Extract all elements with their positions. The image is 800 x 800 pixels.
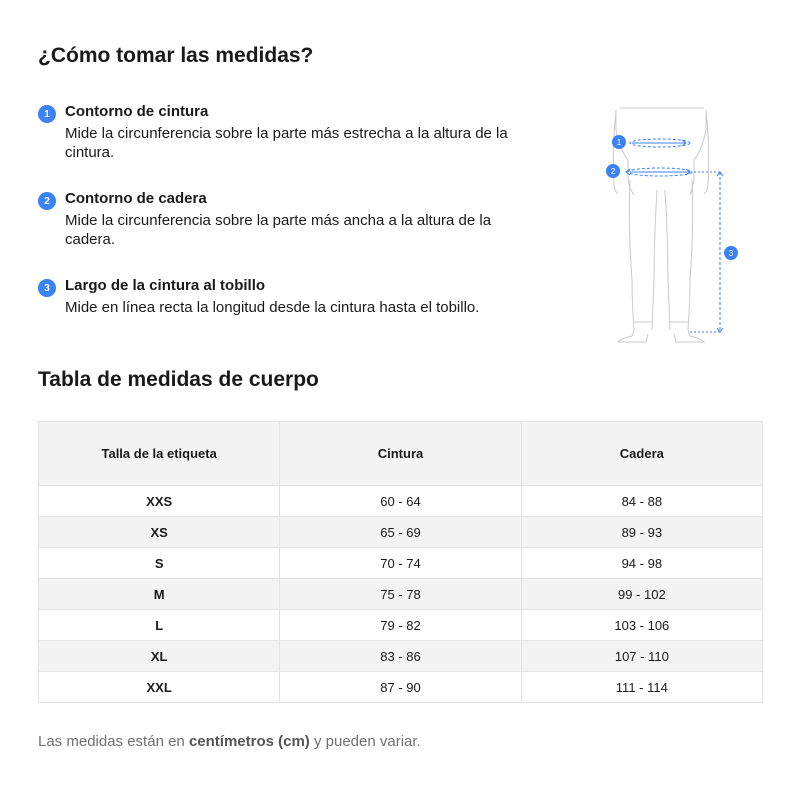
hip-cell: 99 - 102: [521, 579, 762, 610]
hip-cell: 107 - 110: [521, 641, 762, 672]
waist-cell: 79 - 82: [280, 610, 521, 641]
size-cell: XS: [39, 517, 280, 548]
waist-cell: 70 - 74: [280, 548, 521, 579]
footnote: [38, 733, 421, 750]
table-row: [39, 517, 763, 548]
header-waist: Cintura: [280, 422, 521, 486]
step-description: Mide la circunferencia sobre la parte más estrecha a la altura de la cintura.: [65, 125, 508, 161]
waist-cell: 60 - 64: [280, 486, 521, 517]
size-cell: XL: [39, 641, 280, 672]
body-measurement-illustration: [600, 100, 750, 350]
waist-cell: 65 - 69: [280, 517, 521, 548]
hip-cell: 89 - 93: [521, 517, 762, 548]
marker-label: 3: [728, 249, 734, 258]
step-description: Mide la circunferencia sobre la parte más ancha a la altura de la cadera.: [65, 212, 492, 248]
footnote-unit: centímetros (cm): [188, 733, 310, 750]
hip-cell: 111 - 114: [521, 672, 762, 703]
marker-label: 1: [616, 138, 622, 147]
header-hip: Cadera: [521, 422, 762, 486]
table-row: [39, 579, 763, 610]
waist-cell: 75 - 78: [280, 579, 521, 610]
step-number-badge: 1: [38, 105, 56, 123]
table-header-row: [39, 422, 763, 486]
footnote-text-end: y pueden variar.: [309, 733, 421, 750]
size-table: [38, 421, 763, 703]
table-heading: Tabla de medidas de cuerpo: [38, 368, 319, 391]
step-number-badge: 3: [38, 279, 56, 297]
waist-cell: 87 - 90: [280, 672, 521, 703]
hip-cell: 94 - 98: [521, 548, 762, 579]
table-row: [39, 641, 763, 672]
table-row: [39, 486, 763, 517]
header-label-size: Talla de la etiqueta: [39, 422, 280, 486]
marker-label: 2: [610, 167, 616, 176]
footnote-text: Las medidas están en: [38, 733, 189, 750]
size-cell: S: [39, 548, 280, 579]
page-title: ¿Cómo tomar las medidas?: [38, 44, 314, 67]
step-title: Largo de la cintura al tobillo: [65, 277, 266, 294]
hip-cell: 103 - 106: [521, 610, 762, 641]
table-row: [39, 548, 763, 579]
size-cell: XXS: [39, 486, 280, 517]
step-number-badge: 2: [38, 192, 56, 210]
table-row: [39, 672, 763, 703]
size-cell: XXL: [39, 672, 280, 703]
waist-cell: 83 - 86: [280, 641, 521, 672]
step-description: Mide en línea recta la longitud desde la cintura hasta el tobillo.: [65, 299, 480, 316]
size-cell: M: [39, 579, 280, 610]
step-title: Contorno de cadera: [65, 190, 207, 207]
hip-cell: 84 - 88: [521, 486, 762, 517]
table-row: [39, 610, 763, 641]
size-cell: L: [39, 610, 280, 641]
step-title: Contorno de cintura: [65, 103, 209, 120]
